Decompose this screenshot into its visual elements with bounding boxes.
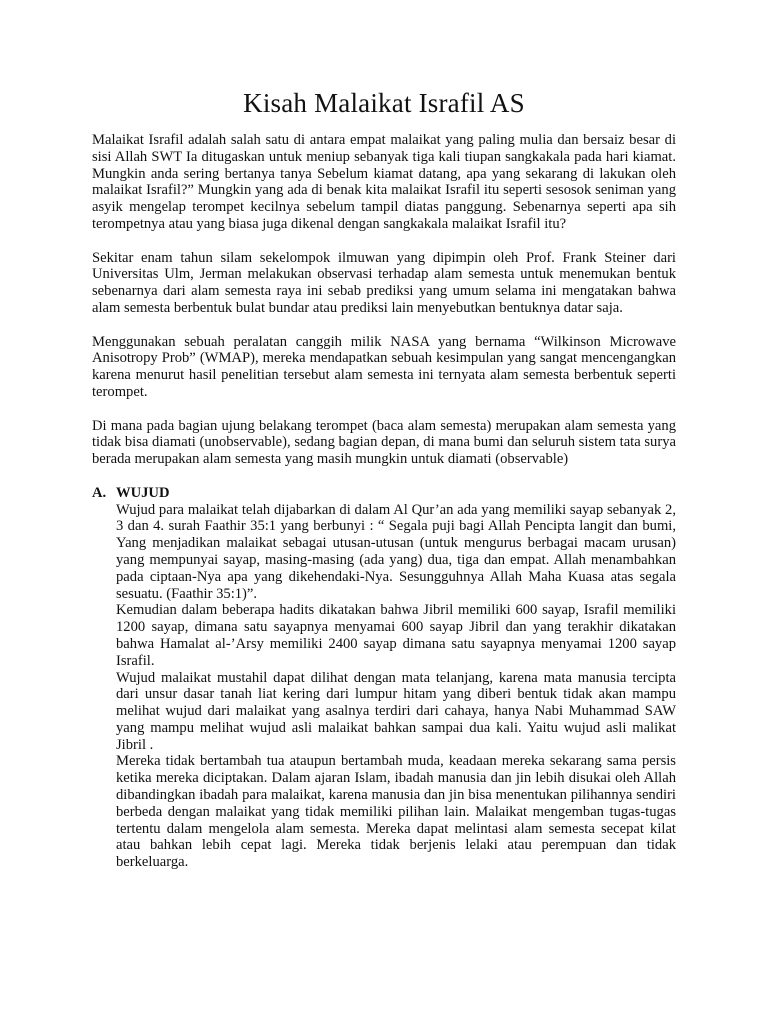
intro-paragraph-1: Malaikat Israfil adalah salah satu di antara empat malaikat yang paling mulia dan bersaiz besar di sisi Allah SWT Ia ditugaskan untuk meniup sebanyak tiga kali tiupan sangkakala pada hari kiamat. Mungkin anda sering bertanya tanya Sebelum kiamat datang, apa yang sekarang di lakukan oleh malaikat Israfil?” Mungkin yang ada di benak kita malaikat Israfil itu seperti sesosok seniman yang asyik mengelap terompet kecilnya sebelum tampil diatas panggung. Sebenarnya seperti apa sih terompetnya atau yang biasa juga dikenal dengan sangkakala malaikat Israfil itu? [92,132,676,232]
intro-paragraph-4: Di mana pada bagian ujung belakang terompet (baca alam semesta) merupakan alam semesta yang tidak bisa diamati (unobservable), sedang bagian depan, di mana bumi dan seluruh sistem tata surya berada merupakan alam semesta yang masih mungkin untuk diamati (observable) [92,417,676,468]
section-heading-wujud [92,485,676,502]
section-title: WUJUD [116,484,170,501]
document-title: Kisah Malaikat Israfil AS [243,88,525,118]
section-letter: A. [92,484,107,501]
intro-paragraph-3: Menggunakan sebuah peralatan canggih milik NASA yang bernama “Wilkinson Microwave Anisotropy Prob” (WMAP), mereka mendapatkan sebuah kesimpulan yang sangat mencengangkan karena menurut hasil penelitian tersebut alam semesta ini ternyata alam semesta berbentuk seperti terompet. [92,333,676,400]
document-page [92,86,676,871]
intro-paragraph-2: Sekitar enam tahun silam sekelompok ilmuwan yang dipimpin oleh Prof. Frank Steiner dari Universitas Ulm, Jerman melakukan observasi terhadap alam semesta untuk menemukan bentuk sebenarnya dari alam semesta raya ini sebab prediksi yang umum selama ini mengatakan bahwa alam semesta berbentuk bulat bundar atau prediksi lain menyebutkan bentuknya datar saja. [92,249,676,316]
section-paragraph-2: Kemudian dalam beberapa hadits dikatakan bahwa Jibril memiliki 600 sayap, Israfil memiliki 1200 sayap, dimana satu sayapnya menyamai 600 sayap Jibril dan yang terakhir dikatakan bahwa Hamalat al-’Arsy memiliki 2400 sayap dimana satu sayapnya menyamai 1200 sayap Israfil. [116,602,676,669]
section-body [116,502,676,872]
section-paragraph-3: Wujud malaikat mustahil dapat dilihat dengan mata telanjang, karena mata manusia tercipta dari unsur dasar tanah liat kering dari lumpur hitam yang diberi bentuk tidak akan mampu melihat wujud dari malaikat yang asalnya terdiri dari cahaya, hanya Nabi Muhammad SAW yang mampu melihat wujud asli malaikat bahkan sampai dua kali. Yaitu wujud asli malikat Jibril . [116,669,676,753]
section-paragraph-4: Mereka tidak bertambah tua ataupun bertambah muda, keadaan mereka sekarang sama persis ketika mereka diciptakan. Dalam ajaran Islam, ibadah manusia dan jin lebih disukai oleh Allah dibandingkan ibadah para malaikat, karena manusia dan jin bisa menentukan pilihannya sendiri berbeda dengan malaikat yang tidak memiliki pilihan lain. Malaikat mengemban tugas-tugas tertentu dalam mengelola alam semesta. Mereka dapat melintasi alam semesta secepat kilat atau bahkan lebih cepat lagi. Mereka tidak berjenis lelaki atau perempuan dan tidak berkeluarga. [116,753,676,871]
section-paragraph-1: Wujud para malaikat telah dijabarkan di dalam Al Qur’an ada yang memiliki sayap sebanyak 2, 3 dan 4. surah Faathir 35:1 yang berbunyi : “ Segala puji bagi Allah Pencipta langit dan bumi, Yang menjadikan malaikat sebagai utusan-utusan (untuk mengurus berbagai macam urusan) yang mempunyai sayap, masing-masing (ada yang) dua, tiga dan empat. Allah menambahkan pada ciptaan-Nya apa yang dikehendaki-Nya. Sesungguhnya Allah Maha Kuasa atas segala sesuatu. (Faathir 35:1)”. [116,501,676,602]
